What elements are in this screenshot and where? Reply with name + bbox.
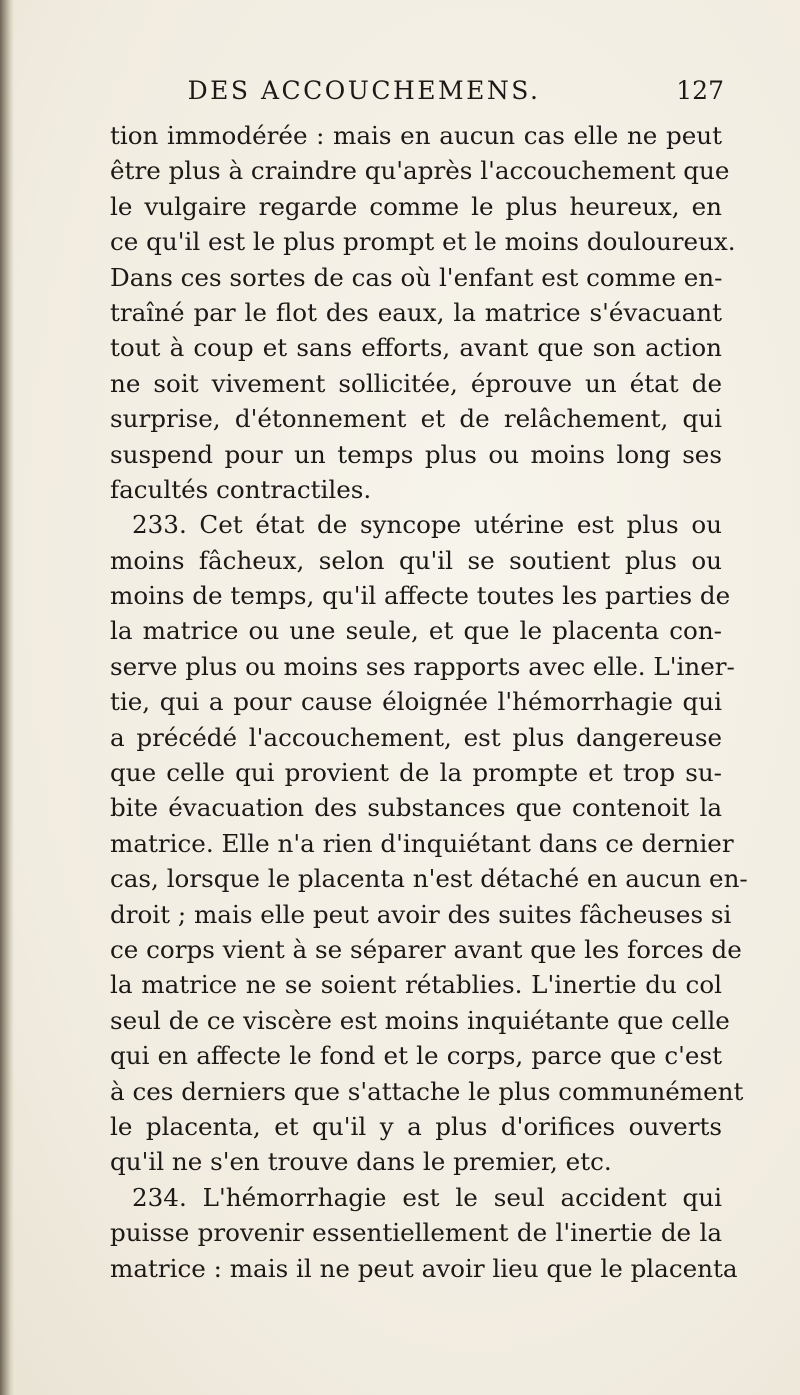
text-line: 233. Cet état de syncope utérine est plus ou [132, 510, 722, 540]
text-line: cas, lorsque le placenta n'est détaché en aucun en- [110, 864, 748, 894]
text-line: suspend pour un temps plus ou moins long ses [110, 439, 722, 469]
text-line: qu'il ne s'en trouve dans le premier, etc. [110, 1147, 612, 1177]
text-line: la matrice ou une seule, et que le placenta con- [110, 616, 722, 646]
text-line: la matrice ne se soient rétablies. L'inertie du col [110, 970, 722, 1000]
text-line: être plus à craindre qu'après l'accouchement que [110, 156, 730, 186]
text-line: ce qu'il est le plus prompt et le moins douloureux. [110, 227, 736, 257]
text-line: ne soit vivement sollicitée, éprouve un état de [110, 368, 722, 398]
text-line: a précédé l'accouchement, est plus dangereuse [110, 722, 722, 752]
text-line: que celle qui provient de la prompte et trop su- [110, 758, 722, 788]
text-line: matrice. Elle n'a rien d'inquiétant dans ce dernier [110, 828, 734, 858]
page-gutter-shadow [0, 0, 14, 1395]
text-line: bite évacuation des substances que contenoit la [110, 793, 722, 823]
text-line: moins fâcheux, selon qu'il se soutient plus ou [110, 545, 722, 575]
running-head [64, 76, 724, 110]
text-line: à ces derniers que s'attache le plus communément [110, 1076, 744, 1106]
text-line: le vulgaire regarde comme le plus heureux, en [110, 191, 722, 221]
text-line: Dans ces sortes de cas où l'enfant est comme en- [110, 262, 723, 292]
text-line: tion immodérée : mais en aucun cas elle ne peut [110, 121, 722, 150]
text-line: seul de ce viscère est moins inquiétante que celle [110, 1005, 730, 1035]
text-line: tie, qui a pour cause éloignée l'hémorrhagie qui [110, 687, 722, 717]
text-line: puisse provenir essentiellement de l'inertie de la [110, 1218, 722, 1248]
text-line: le placenta, et qu'il y a plus d'orifices ouverts [110, 1111, 722, 1141]
text-line: moins de temps, qu'il affecte toutes les parties de [110, 581, 731, 611]
text-line: 234. L'hémorrhagie est le seul accident qui [132, 1182, 722, 1212]
text-line: serve plus ou moins ses rapports avec elle. L'iner- [110, 651, 735, 681]
text-line: qui en affecte le fond et le corps, parce que c'est [110, 1041, 722, 1071]
text-line: facultés contractiles. [110, 474, 372, 504]
body-text [110, 118, 748, 1286]
text-line: matrice : mais il ne peut avoir lieu que le placenta [110, 1253, 738, 1283]
text-line: traîné par le flot des eaux, la matrice s'évacuant [110, 297, 722, 327]
text-line: tout à coup et sans efforts, avant que son action [110, 333, 722, 363]
text-line: surprise, d'étonnement et de relâchement, qui [110, 404, 722, 434]
page-number: 127 [676, 76, 724, 105]
running-title: DES ACCOUCHEMENS. [187, 76, 541, 105]
text-line: ce corps vient à se séparer avant que les forces de [110, 934, 742, 964]
text-line: droit ; mais elle peut avoir des suites fâcheuses si [110, 899, 732, 929]
